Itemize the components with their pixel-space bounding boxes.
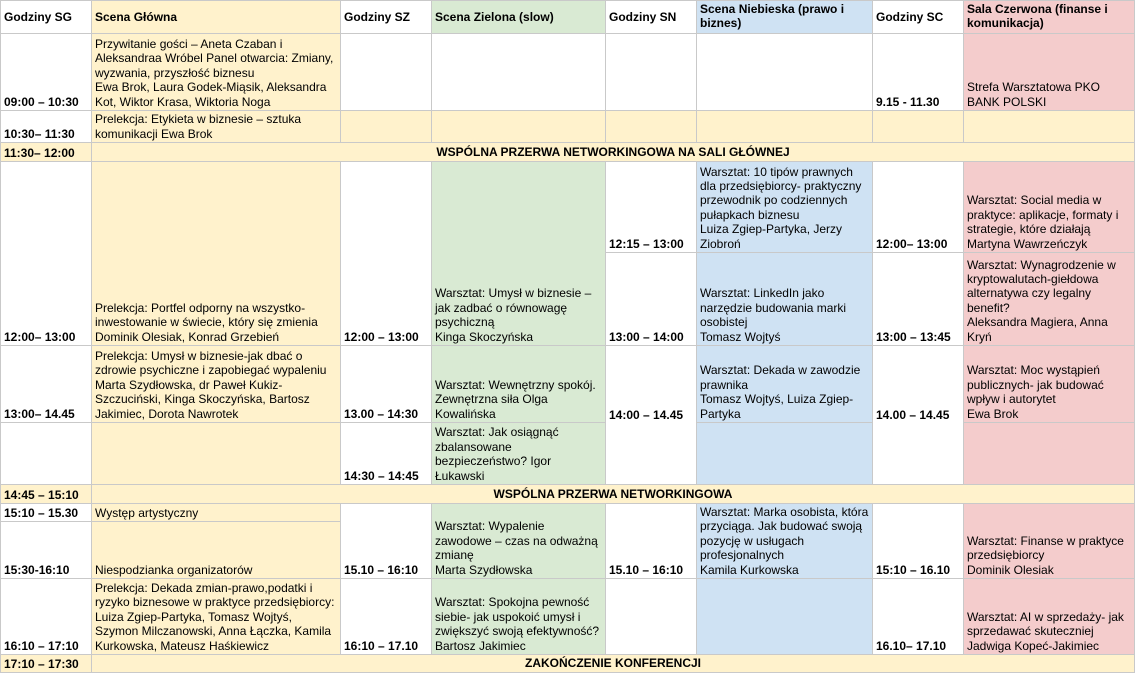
main-stage-session	[92, 346, 341, 423]
time-sz	[341, 579, 432, 655]
empty-cell	[964, 111, 1135, 143]
cell-text: Warsztat: Finanse w praktyce przedsiębiorcy Dominik Olesiak	[967, 533, 1124, 577]
time-sc	[873, 34, 964, 111]
time-sc	[873, 504, 964, 579]
header-main-stage: Scena Główna	[92, 1, 341, 34]
cell-text: 15:10 – 16.10	[876, 562, 951, 577]
cell-text: Prelekcja: Dekada zmian-prawo,podatki i ryzyko biznesowe w praktyce przedsiębiorcy: Luiza Zgiep-Partyka, Tomasz Wojtyś, Szymon Milczanowski, Anna Łączka, Kamila Kurkowska, Mateusz Haśkiewicz	[95, 581, 335, 653]
cell-text: 16:10 – 17.10	[344, 638, 419, 653]
time-sc	[873, 162, 964, 253]
main-stage-session	[92, 504, 341, 522]
empty-cell	[697, 579, 873, 655]
table-row	[1, 143, 1135, 162]
cell-text: 13:00 – 14:00	[609, 329, 684, 344]
red-room-session	[964, 162, 1135, 253]
header-red-room: Sala Czerwona (finanse i komunikacja)	[964, 1, 1135, 34]
cell-text: 12:00– 13:00	[4, 329, 76, 344]
cell-text: 12:00 – 13:00	[344, 329, 419, 344]
cell-text: Warsztat: Umysł w biznesie – jak zadbać o równowagę psychiczną Kinga Skoczyńska	[435, 286, 592, 344]
empty-cell	[606, 579, 697, 655]
cell-text: 14.00 – 14.45	[876, 408, 950, 422]
cell-text: Warsztat: 10 tipów prawnych dla przedsiębiorcy- praktyczny przewodnik po codziennych pułapkach biznesu Luiza Zgiep-Partyka, Jerzy Ziobroń	[700, 164, 862, 251]
cell-text: Warsztat: Wynagrodzenie w kryptowalutach-giełdowa alternatywa czy legalny benefit? Aleksandra Magiera, Anna Kryń	[967, 257, 1116, 344]
time-sg	[1, 346, 92, 423]
empty-cell	[432, 111, 606, 143]
cell-text: 15:30-16:10	[4, 562, 70, 577]
green-stage-session	[432, 346, 606, 423]
cell-text: 13:00 – 13:45	[876, 329, 951, 344]
table-row	[1, 504, 1135, 522]
cell-text: Przywitanie gości – Aneta Czaban i Aleksandraa Wróbel Panel otwarcia: Zmiany, wyzwania, przyszłość biznesu Ewa Brok, Laura Godek-Miąsik, Aleksandra Kot, Wiktor Krasa, Wiktoria Noga	[95, 36, 334, 109]
cell-text: 17:10 – 17:30	[4, 656, 79, 671]
time-sz	[341, 504, 432, 579]
blue-stage-session	[697, 504, 873, 579]
empty-cell	[92, 423, 341, 485]
header-sc: Godziny SC	[873, 1, 964, 34]
networking-break-banner: WSPÓLNA PRZERWA NETWORKINGOWA NA SALI GŁÓWNEJ	[92, 143, 1135, 162]
empty-cell	[1, 423, 92, 485]
table-row	[1, 162, 1135, 253]
green-stage-session	[432, 162, 606, 346]
time-sc	[873, 346, 964, 485]
empty-cell	[964, 423, 1135, 485]
table-row	[1, 485, 1135, 504]
table-row	[1, 655, 1135, 673]
cell-text: Prelekcja: Etykieta w biznesie – sztuka komunikacji Ewa Brok	[95, 112, 302, 141]
cell-text: Niespodzianka organizatorów	[95, 562, 253, 577]
time-sz	[341, 423, 432, 485]
cell-text: 09:00 – 10:30	[4, 94, 79, 109]
time-sz	[341, 162, 432, 346]
closing-banner: ZAKOŃCZENIE KONFERENCJI	[92, 655, 1135, 673]
cell-text: 13:00– 14.45	[4, 406, 75, 421]
time-sn	[606, 253, 697, 346]
cell-text: Warsztat: AI w sprzedaży- jak sprzedawać skuteczniej Jadwiga Kopeć-Jakimiec	[967, 609, 1124, 653]
time-sg	[1, 655, 92, 673]
time-sn	[606, 346, 697, 485]
table-row	[1, 111, 1135, 143]
blue-stage-session	[697, 162, 873, 253]
main-stage-session	[92, 522, 341, 579]
empty-cell	[697, 111, 873, 143]
time-sn	[606, 162, 697, 253]
green-stage-session	[432, 504, 606, 579]
header-sz: Godziny SZ	[341, 1, 432, 34]
cell-text: Występ artystyczny	[95, 505, 199, 520]
time-sg	[1, 579, 92, 655]
blue-stage-session	[697, 34, 873, 111]
red-room-session	[964, 579, 1135, 655]
red-room-session	[964, 253, 1135, 346]
blue-stage-session	[697, 346, 873, 423]
time-sg	[1, 522, 92, 579]
cell-text: 14:45 – 15:10	[4, 487, 79, 502]
cell-text: 16:10 – 17:10	[4, 638, 79, 653]
cell-text: 9.15 - 11.30	[876, 94, 940, 109]
cell-text: Warsztat: Wypalenie zawodowe – czas na odważną zmianę Marta Szydłowska	[435, 519, 598, 577]
cell-text: 16.10– 17.10	[876, 638, 947, 653]
table-row	[1, 34, 1135, 111]
table-row	[1, 346, 1135, 423]
time-sg	[1, 162, 92, 346]
table-row	[1, 423, 1135, 485]
table-row	[1, 579, 1135, 655]
cell-text: Warsztat: Dekada w zawodzie prawnika Tomasz Wojtyś, Luiza Zgiep-Partyka	[700, 363, 861, 421]
cell-text: 11:30– 12:00	[4, 145, 75, 160]
main-stage-session	[92, 34, 341, 111]
empty-cell	[697, 423, 873, 485]
cell-text: Warsztat: Spokojna pewność siebie- jak uspokoić umysł i zwiększyć swoją efektywność? Bartosz Jakimiec	[435, 595, 600, 653]
blue-stage-session	[697, 253, 873, 346]
cell-text: Warsztat: Jak osiągnąć zbalansowane bezpieczeństwo? Igor Łukawski	[435, 425, 559, 483]
red-room-session	[964, 346, 1135, 423]
header-row	[1, 1, 1135, 34]
green-stage-session	[432, 34, 606, 111]
red-room-session	[964, 504, 1135, 579]
empty-cell	[606, 111, 697, 143]
cell-text: Warsztat: Moc wystąpień publicznych- jak budować wpływ i autorytet Ewa Brok	[967, 363, 1104, 421]
main-stage-session	[92, 579, 341, 655]
time-sc	[873, 253, 964, 346]
cell-text: Prelekcja: Umysł w biznesie-jak dbać o zdrowie psychiczne i zapobiegać wypaleniu Marta Szydłowska, dr Paweł Kukiz-Szczuciński, Kinga Skoczyńska, Bartosz Jakimiec, Dorota Nawrotek	[95, 348, 327, 421]
cell-text: 12:15 – 13:00	[609, 236, 684, 251]
empty-cell	[341, 111, 432, 143]
cell-text: 12:00– 13:00	[876, 236, 948, 251]
cell-text: Warsztat: LinkedIn jako narzędzie budowania marki osobistej Tomasz Wojtyś	[700, 286, 847, 344]
cell-text: 13.00 – 14:30	[344, 406, 419, 421]
cell-text: Prelekcja: Portfel odporny na wszystko- inwestowanie w świecie, który się zmienia Dominik Olesiak, Konrad Grzebień	[95, 300, 318, 344]
header-blue-stage: Scena Niebieska (prawo i biznes)	[697, 1, 873, 34]
cell-text: Warsztat: Social media w praktyce: aplikacje, formaty i strategie, które działają Martyna Wawrzeńczyk	[967, 193, 1119, 251]
time-sg	[1, 143, 92, 162]
cell-text: 15:10 – 15.30	[4, 505, 79, 520]
cell-text: Strefa Warsztatowa PKO BANK POLSKI	[967, 80, 1100, 109]
time-sn	[606, 504, 697, 579]
time-sg	[1, 504, 92, 522]
cell-text: 14:30 – 14:45	[344, 468, 419, 483]
networking-break-banner: WSPÓLNA PRZERWA NETWORKINGOWA	[92, 485, 1135, 504]
red-room-session	[964, 34, 1135, 111]
header-green-stage: Scena Zielona (slow)	[432, 1, 606, 34]
cell-text: Warsztat: Marka osobista, która przyciąga. Jak budować swoją pozycję w usługach profesjonalnych Kamila Kurkowska	[700, 505, 869, 577]
cell-text: 14:00 – 14.45	[609, 408, 684, 422]
time-sz	[341, 346, 432, 423]
main-stage-session	[92, 162, 341, 346]
green-stage-session	[432, 423, 606, 485]
time-sg	[1, 111, 92, 143]
cell-text: 15.10 – 16:10	[609, 562, 684, 577]
header-sn: Godziny SN	[606, 1, 697, 34]
time-sz	[341, 34, 432, 111]
time-sc	[873, 579, 964, 655]
cell-text: Warsztat: Wewnętrzny spokój. Zewnętrzna siła Olga Kowalińska	[435, 377, 596, 421]
cell-text: 15.10 – 16:10	[344, 562, 419, 577]
main-stage-session	[92, 111, 341, 143]
time-sg	[1, 34, 92, 111]
green-stage-session	[432, 579, 606, 655]
time-sg	[1, 485, 92, 504]
time-sn	[606, 34, 697, 111]
header-sg: Godziny SG	[1, 1, 92, 34]
cell-text: 10:30– 11:30	[4, 126, 75, 141]
empty-cell	[873, 111, 964, 143]
